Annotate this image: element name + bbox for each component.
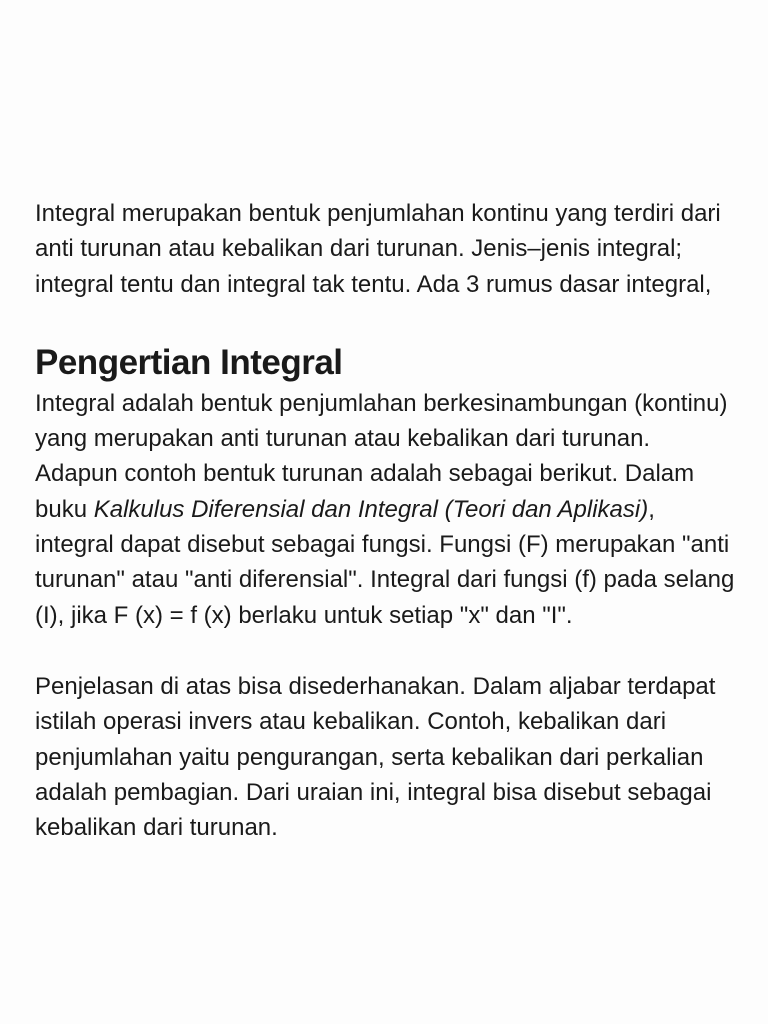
spacer [35, 302, 735, 340]
spacer [35, 633, 735, 669]
definition-text-start: Integral adalah bentuk penjumlahan berkesinambungan (kontinu) yang merupakan anti turunan atau kebalikan dari turunan. Adapun contoh bentuk turunan adalah sebagai berikut. Dalam buku [35, 389, 728, 523]
definition-text-end: , integral dapat disebut sebagai fungsi. Fungsi (F) merupakan "anti turunan" atau "anti diferensial". Integral dari fungsi (f) pada selang (I), jika F (x) = f (x) berlaku untuk setiap "x" dan "I". [35, 495, 735, 629]
definition-paragraph [35, 386, 735, 633]
intro-paragraph: Integral merupakan bentuk penjumlahan kontinu yang terdiri dari anti turunan atau kebalikan dari turunan. Jenis–jenis integral; integral tentu dan integral tak tentu. Ada 3 rumus dasar integral, [35, 200, 721, 298]
article-body [35, 196, 735, 845]
explanation-paragraph: Penjelasan di atas bisa disederhanakan. Dalam aljabar terdapat istilah operasi invers atau kebalikan. Contoh, kebalikan dari penjumlahan yaitu pengurangan, serta kebalikan dari perkalian adalah pembagian. Dari uraian ini, integral bisa disebut sebagai kebalikan dari turunan. [35, 672, 716, 842]
section-heading: Pengertian Integral [35, 342, 343, 382]
book-title: Kalkulus Diferensial dan Integral (Teori dan Aplikasi) [93, 495, 649, 523]
